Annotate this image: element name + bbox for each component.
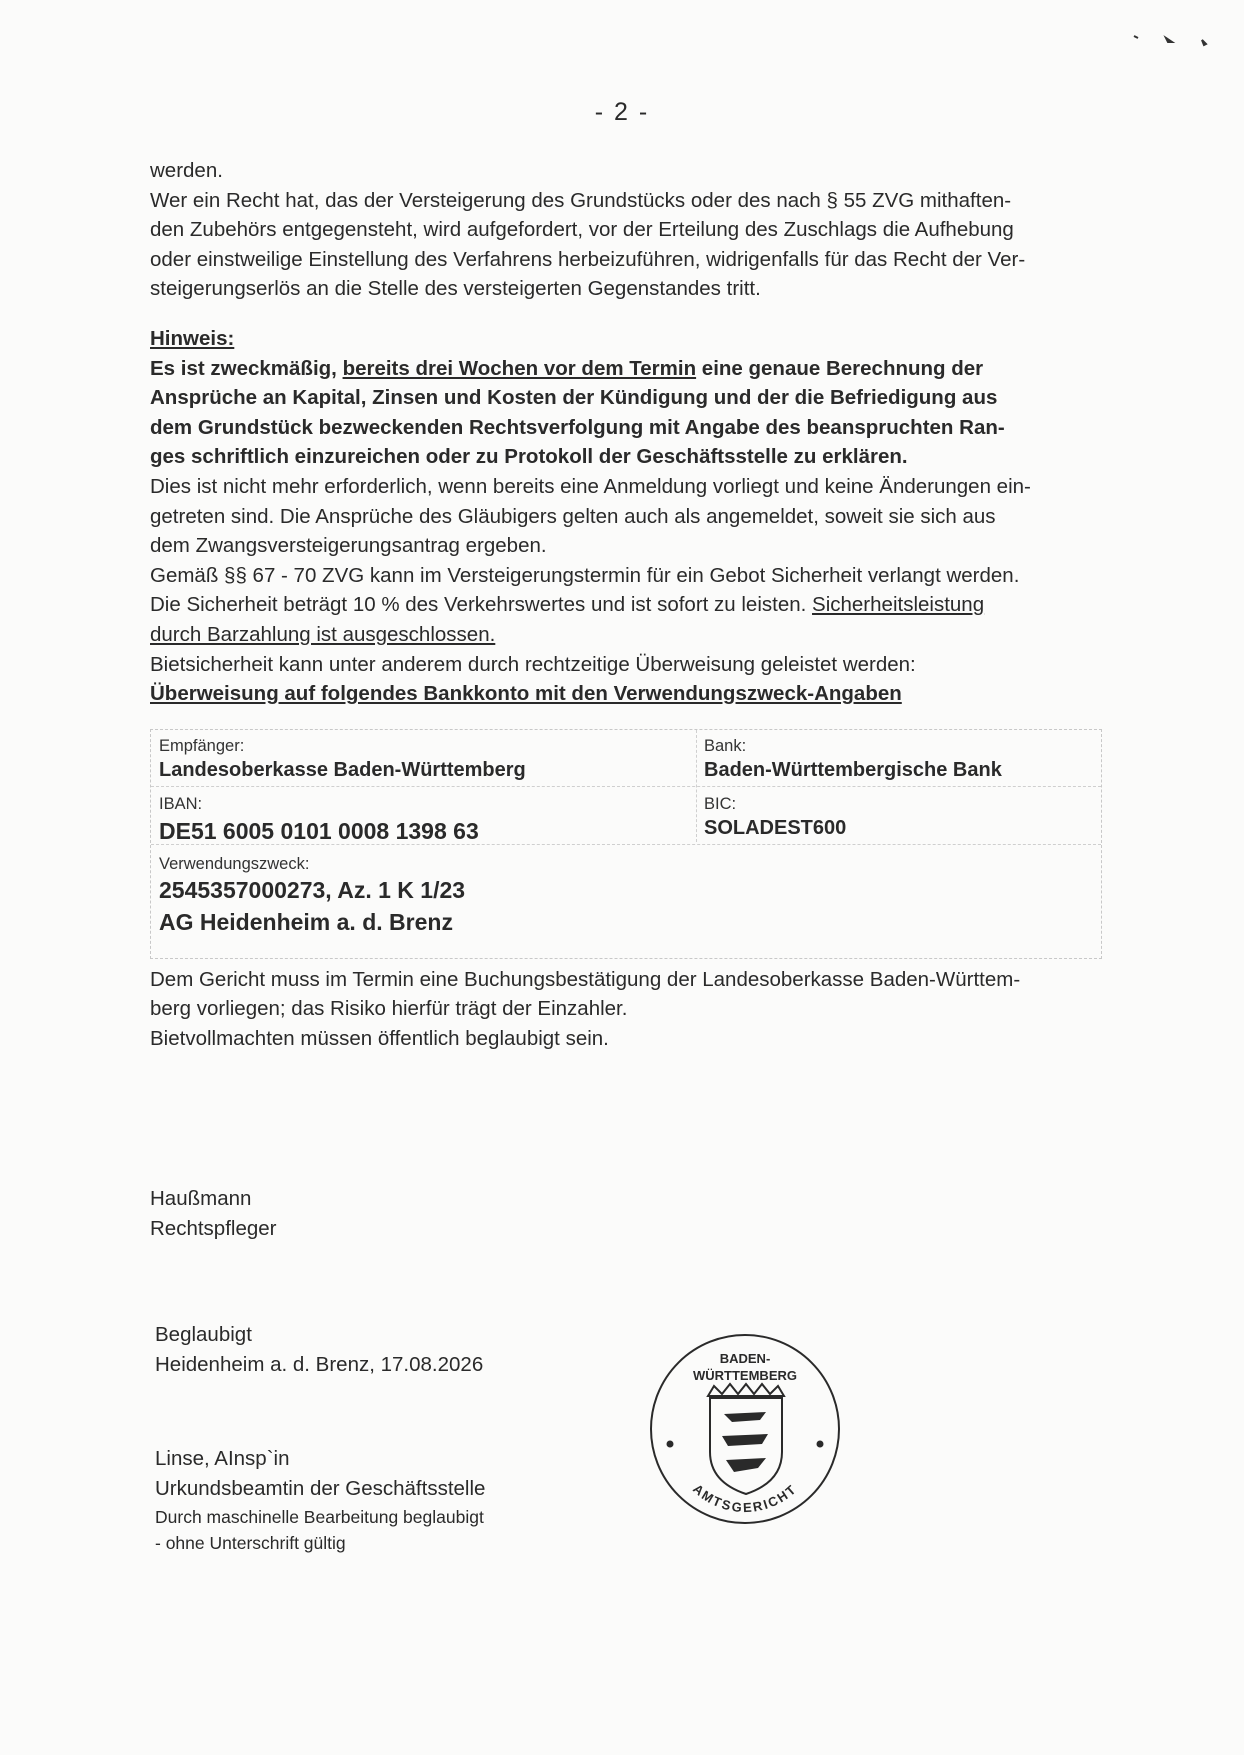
- hinweis-line: dem Zwangsversteigerungsantrag ergeben.: [150, 534, 547, 558]
- bic-label: BIC:: [704, 794, 737, 813]
- iban-label: IBAN:: [159, 794, 203, 813]
- bank-value: Baden-Württembergische Bank: [704, 758, 1002, 781]
- svg-text:AMTSGERICHT: [690, 1481, 800, 1515]
- after-box-line: berg vorliegen; das Risiko hierfür trägt der Einzahler.: [150, 997, 628, 1021]
- court-seal: [648, 1332, 842, 1526]
- signature-block: [150, 1184, 276, 1244]
- certification-note: Durch maschinelle Bearbeitung beglaubigt: [155, 1507, 484, 1527]
- hinweis-bold-line: Ansprüche an Kapital, Zinsen und Kosten der Kündigung und der die Befriedigung aus: [150, 386, 998, 410]
- hinweis-heading: Hinweis:: [150, 326, 235, 350]
- signer-title: Rechtspfleger: [150, 1217, 277, 1240]
- certification-block: [155, 1320, 485, 1556]
- intro-line: werden.: [150, 159, 223, 182]
- bank-details-box: [150, 729, 1102, 959]
- purpose-value: 2545357000273, Az. 1 K 1/23: [159, 876, 466, 903]
- cash-exclusion-emphasis: Sicherheitsleistung: [812, 593, 985, 617]
- bank-label: Bank:: [704, 736, 747, 755]
- intro-line: oder einstweilige Einstellung des Verfahrens herbeizuführen, widrigenfalls für das Recht der Ver-: [150, 247, 1026, 271]
- deadline-emphasis: bereits drei Wochen vor dem Termin: [342, 356, 697, 380]
- cash-exclusion-emphasis: durch Barzahlung ist ausgeschlossen.: [150, 622, 496, 646]
- intro-line: den Zubehörs entgegensteht, wird aufgefordert, vor der Erteilung des Zuschlags die Aufhebung: [150, 218, 1014, 242]
- recipient-value: Landesoberkasse Baden-Württemberg: [159, 758, 526, 781]
- seal-text-bottom: AMTSGERICHT: [690, 1480, 800, 1516]
- after-box-line: Dem Gericht muss im Termin eine Buchungsbestätigung der Landesoberkasse Baden-Württem-: [150, 967, 1021, 991]
- hinweis-line: Dies ist nicht mehr erforderlich, wenn bereits eine Anmeldung vorliegt und keine Änderungen ein-: [150, 474, 1031, 498]
- recipient-label: Empfänger:: [159, 736, 245, 755]
- clerk-name: Linse, AInsp`in: [155, 1447, 290, 1470]
- seal-text-top: WÜRTTEMBERG: [693, 1368, 797, 1383]
- hinweis-bold-line: ges schriftlich einzureichen oder zu Protokoll der Geschäftsstelle zu erklären.: [150, 445, 908, 469]
- iban-value: DE51 6005 0101 0008 1398 63: [159, 817, 479, 844]
- hinweis-line: Gemäß §§ 67 - 70 ZVG kann im Versteigerungstermin für ein Gebot Sicherheit verlangt werden.: [150, 563, 1020, 587]
- hinweis-line: getreten sind. Die Ansprüche des Gläubigers gelten auch als angemeldet, soweit sie sich aus: [150, 504, 996, 528]
- intro-line: Wer ein Recht hat, das der Versteigerung des Grundstücks oder des nach § 55 ZVG mithaften-: [150, 188, 1012, 212]
- certification-heading: Beglaubigt: [155, 1323, 252, 1346]
- certification-place-date: Heidenheim a. d. Brenz, 17.08.2026: [155, 1353, 484, 1376]
- bic-value: SOLADEST600: [704, 816, 847, 839]
- coat-of-arms-icon: [708, 1384, 784, 1494]
- document-body: [150, 156, 1140, 1053]
- signer-name: Haußmann: [150, 1187, 252, 1210]
- scan-artifact: [1124, 30, 1214, 50]
- security-line: Die Sicherheit beträgt 10 % des Verkehrswertes und ist sofort zu leisten. Sicherheitsleistung: [150, 593, 985, 617]
- page-number: - 2 -: [594, 98, 650, 126]
- purpose-value: AG Heidenheim a. d. Brenz: [159, 908, 453, 935]
- transfer-heading: Überweisung auf folgendes Bankkonto mit den Verwendungszweck-Angaben: [150, 682, 902, 706]
- hinweis-bold-line: Es ist zweckmäßig, bereits drei Wochen vor dem Termin eine genaue Berechnung der: [150, 356, 984, 380]
- seal-text-top: BADEN-: [719, 1351, 771, 1366]
- purpose-label: Verwendungszweck:: [159, 854, 310, 873]
- transfer-line: Bietsicherheit kann unter anderem durch rechtzeitige Überweisung geleistet werden:: [150, 652, 916, 676]
- intro-line: steigerungserlös an die Stelle des versteigerten Gegenstandes tritt.: [150, 277, 761, 301]
- after-box-line: Bietvollmachten müssen öffentlich beglaubigt sein.: [150, 1026, 609, 1050]
- clerk-title: Urkundsbeamtin der Geschäftsstelle: [155, 1477, 486, 1500]
- certification-note: - ohne Unterschrift gültig: [155, 1533, 346, 1553]
- hinweis-bold-line: dem Grundstück bezweckenden Rechtsverfolgung mit Angabe des beanspruchten Ran-: [150, 415, 1005, 439]
